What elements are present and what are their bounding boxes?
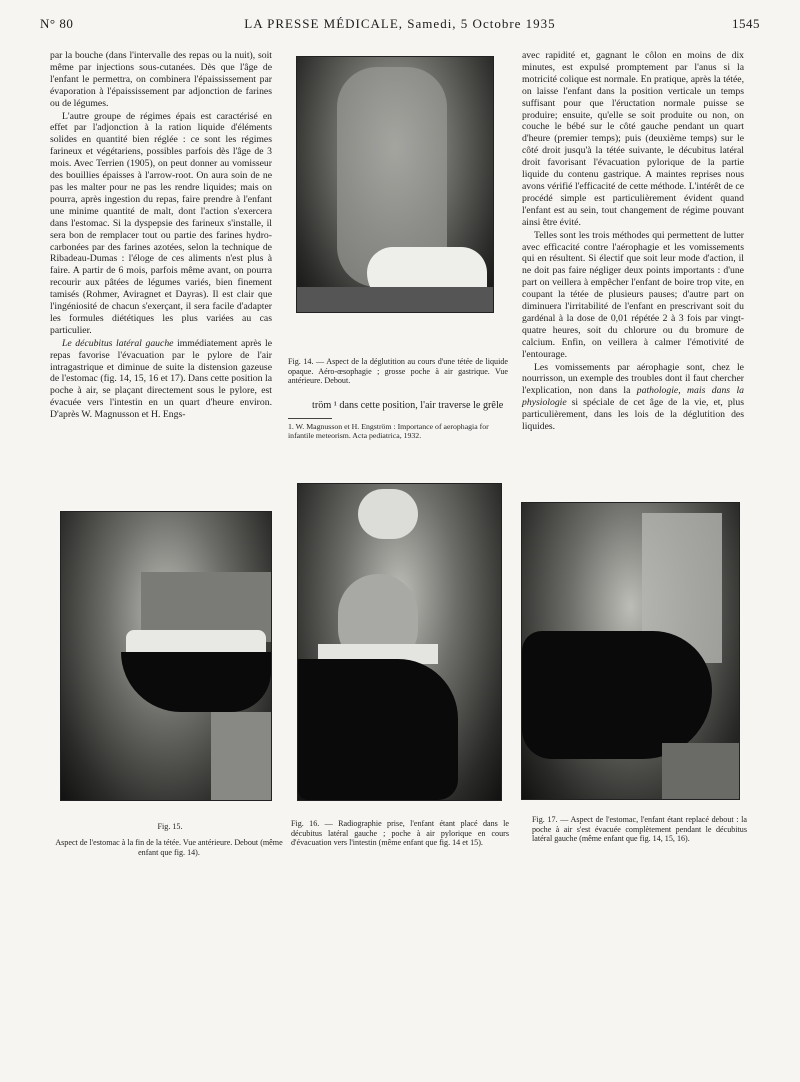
figure-15-radiograph [60,511,272,801]
paragraph: Telles sont les trois méthodes qui permettent de lutter avec efficacité contre l'aérophagie et les vomissements qui en résultent. Si électif que soit leur mode d'action, il ne doit pas faire négliger deux points importants : d'une part on veillera à empêcher l'enfant de boire trop vite, en coupant la tétée de plusieurs pauses; d'autre part on diminuera l'irritabilité de l'enfant en prescrivant soit du gardénal à la dose de 0,01 répétée 2 à 3 fois par vingt-quatre heures, soit du chlorure ou du bromure de calcium. Enfin, on veillera à calmer l'émotivité de l'entourage. [522,229,744,360]
journal-title: LA PRESSE MÉDICALE, Samedi, 5 Octobre 1935 [244,16,556,31]
paragraph-text: Les vomissements par aérophagie sont, chez le nourrisson, un exemple des troubles dont il faut chercher l'explication, non dans la [522,361,744,397]
issue-number: N° 80 [40,16,74,31]
paragraph-text: si spéciale de cet âge de la vie, et, plus particulièrement, dans les lois de la déglutition des liquides. [522,397,744,433]
figure-17-caption: Fig. 17. — Aspect de l'estomac, l'enfant étant replacé debout : la poche à air s'est évacuée complètement pendant le décubitus latéral gauche (même enfant que fig. 14, 15, 16). [532,815,747,844]
footnote-rule [288,418,332,419]
figure-15-caption: Aspect de l'estomac à la fin de la tétée. Vue antérieure. Debout (même enfant que fig. 14). [55,838,283,857]
paragraph: L'autre groupe de régimes épais est caractérisé en effet par l'adjonction à la ration liquide d'éléments solides en quantité bien réglée : ce sont les régimes farineux et végétariens, possibles parfois dès l'âge de 3 mois. Avec Terrien (1905), on peut donner au vomisseur des bouillies épaisses à l'arrow-root. On aura soin de ne pas les malter pour ne pas les rendre liquides; mais on pourra, après ingestion du repas, faire prendre à l'enfant une minime quantité de malt, dont l'action s'exercera dans l'estomac. Si la dyspepsie des farineux s'installe, il sera bon de remplacer tout ou partie des farines hydro-carbonées par des farines azotées, selon la technique de Ribadeau-Dumas : l'éloge de ces aliments n'est plus à faire. A partir de 6 mois, parfois même avant, on pourra recourir aux pâtées de légumes variés, bien finement tamisés (Rohmer, Aviragnet et Dayras). Il est clair que l'ingéniosité de chacun s'exerçant, il sera facile d'adapter les formules diététiques les plus variées au cas particulier. [50,110,272,336]
page-number: 1545 [732,16,760,31]
footnote: 1. W. Magnusson et H. Engström : Importance of aerophagia for infantile meteorism. Acta pediatrica, 1932. [288,422,489,441]
figure-14-radiograph [296,56,494,313]
italic-phrase: pathologie, mais dans la physiologie [522,385,744,409]
figure-14-caption: Fig. 14. — Aspect de la déglutition au cours d'une tétée de liquide opaque. Aéro-œsophagie ; grosse poche à air gastrique. Vue antérieure. Debout. [288,357,508,386]
italic-phrase: Le décubitus latéral gauche [62,337,174,349]
paragraph: avec rapidité et, gagnant le côlon en moins de dix minutes, est expulsé promptement par l'anus si la motricité colique est normale. En pratique, après la tétée, on laisse l'enfant dans la position verticale un temps suffisant pour que l'éructation normale puisse se produire; ensuite, qu'elle se soit produite ou non, on couche le bébé sur le côté gauche pendant un quart d'heure (premier temps); puis (deuxième temps) sur le côté droit jusqu'à la tétée suivante, le décubitus latéral droit favorisant l'évacuation pylorique de la partie liquide du contenu gastrique. A maintes reprises nous avons vérifié l'efficacité de cette méthode. L'intérêt de ce procédé simple est particulièrement évident quand l'enfant est au sein, tout changement de régime pouvant ainsi être évité. [522,50,744,228]
figure-17-radiograph [521,502,740,800]
paragraph: par la bouche (dans l'intervalle des repas ou la nuit), soit même par injections sous-cutanées. Dès que l'âge de l'enfant le permettra, on combinera l'épaississement par évaporation à l'épaississement par adjonction de farines ou de légumes. [50,50,272,109]
paragraph-text: immédiatement après le repas favorise l'évacuation par le pylore de l'air intragastrique et diminue de suite la distension gazeuse de l'estomac (fig. 14, 15, 16 et 17). Dans cette position la poche à air, se plaçant directement sous le pylore, est évacuée vers l'intestin en un quart d'heure environ. D'après W. Magnusson et H. Engs- [50,337,272,421]
figure-15-label: Fig. 15. [157,822,183,831]
paragraph [522,362,744,433]
column-3 [522,50,744,433]
continuation-text: tröm ¹ dans cette position, l'air traverse le grêle [312,400,504,411]
figure-16-radiograph [297,483,502,801]
column-1 [50,50,272,421]
figure-16-caption: Fig. 16. — Radiographie prise, l'enfant étant placé dans le décubitus latéral gauche ; poche à air pylorique en cours d'évacuation vers l'intestin (même enfant que fig. 14 et 15). [291,819,509,848]
paragraph [50,338,272,421]
